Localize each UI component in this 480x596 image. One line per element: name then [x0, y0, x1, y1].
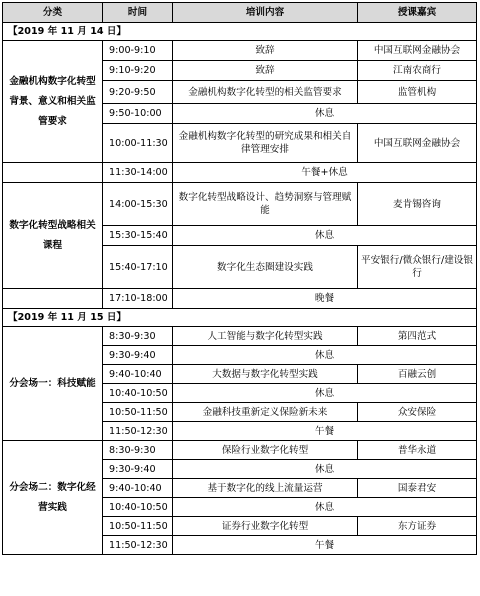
time-cell: 10:50-11:50 — [103, 517, 173, 536]
time-cell: 10:40-10:50 — [103, 498, 173, 517]
time-cell: 8:30-9:30 — [103, 327, 173, 346]
header-time: 时间 — [103, 3, 173, 23]
content-cell: 证券行业数字化转型 — [173, 517, 358, 536]
header-category: 分类 — [3, 3, 103, 23]
category-cell: 分会场一：科技赋能 — [3, 327, 103, 441]
category-cell: 金融机构数字化转型背景、意义和相关监管要求 — [3, 41, 103, 163]
guest-cell: 平安银行/微众银行/建设银行 — [358, 246, 477, 289]
table-row — [3, 327, 477, 346]
content-cell: 致辞 — [173, 61, 358, 81]
time-cell: 10:50-11:50 — [103, 403, 173, 422]
empty-cell — [3, 163, 103, 183]
date-label: 【2019 年 11 月 14 日】 — [3, 23, 477, 41]
time-cell: 9:50-10:00 — [103, 104, 173, 124]
time-cell: 9:10-9:20 — [103, 61, 173, 81]
guest-cell: 国泰君安 — [358, 479, 477, 498]
table-row — [3, 41, 477, 61]
guest-cell: 江南农商行 — [358, 61, 477, 81]
guest-cell: 监管机构 — [358, 81, 477, 104]
break-cell: 休息 — [173, 104, 477, 124]
break-cell: 午餐 — [173, 536, 477, 555]
break-cell: 休息 — [173, 498, 477, 517]
time-cell: 10:40-10:50 — [103, 384, 173, 403]
schedule-table — [2, 2, 477, 555]
date-row — [3, 23, 477, 41]
guest-cell: 麦肯锡咨询 — [358, 183, 477, 226]
content-cell: 金融机构数字化转型的相关监管要求 — [173, 81, 358, 104]
empty-cell — [3, 289, 103, 309]
category-cell: 数字化转型战略相关课程 — [3, 183, 103, 289]
break-cell: 休息 — [173, 346, 477, 365]
date-row — [3, 309, 477, 327]
time-cell: 11:30-14:00 — [103, 163, 173, 183]
break-cell: 休息 — [173, 226, 477, 246]
guest-cell: 中国互联网金融协会 — [358, 41, 477, 61]
content-cell: 保险行业数字化转型 — [173, 441, 358, 460]
table-row — [3, 441, 477, 460]
content-cell: 金融机构数字化转型的研究成果和相关自律管理安排 — [173, 124, 358, 163]
time-cell: 9:30-9:40 — [103, 460, 173, 479]
time-cell: 10:00-11:30 — [103, 124, 173, 163]
content-cell: 人工智能与数字化转型实践 — [173, 327, 358, 346]
content-cell: 数字化生态圈建设实践 — [173, 246, 358, 289]
time-cell: 9:40-10:40 — [103, 365, 173, 384]
break-cell: 休息 — [173, 460, 477, 479]
content-cell: 基于数字化的线上流量运营 — [173, 479, 358, 498]
time-cell: 9:20-9:50 — [103, 81, 173, 104]
time-cell: 9:40-10:40 — [103, 479, 173, 498]
guest-cell: 百融云创 — [358, 365, 477, 384]
table-row — [3, 183, 477, 226]
time-cell: 17:10-18:00 — [103, 289, 173, 309]
break-cell: 午餐 — [173, 422, 477, 441]
content-cell: 数字化转型战略设计、趋势洞察与管理赋能 — [173, 183, 358, 226]
time-cell: 15:40-17:10 — [103, 246, 173, 289]
time-cell: 14:00-15:30 — [103, 183, 173, 226]
content-cell: 金融科技重新定义保险新未来 — [173, 403, 358, 422]
guest-cell: 众安保险 — [358, 403, 477, 422]
time-cell: 11:50-12:30 — [103, 422, 173, 441]
time-cell: 9:30-9:40 — [103, 346, 173, 365]
break-cell: 晚餐 — [173, 289, 477, 309]
guest-cell: 中国互联网金融协会 — [358, 124, 477, 163]
header-row — [3, 3, 477, 23]
date-label: 【2019 年 11 月 15 日】 — [3, 309, 477, 327]
guest-cell: 东方证券 — [358, 517, 477, 536]
break-cell: 午餐+休息 — [173, 163, 477, 183]
time-cell: 9:00-9:10 — [103, 41, 173, 61]
time-cell: 8:30-9:30 — [103, 441, 173, 460]
content-cell: 大数据与数字化转型实践 — [173, 365, 358, 384]
category-cell: 分会场二：数字化经营实践 — [3, 441, 103, 555]
content-cell: 致辞 — [173, 41, 358, 61]
guest-cell: 普华永道 — [358, 441, 477, 460]
time-cell: 11:50-12:30 — [103, 536, 173, 555]
time-cell: 15:30-15:40 — [103, 226, 173, 246]
break-cell: 休息 — [173, 384, 477, 403]
header-content: 培训内容 — [173, 3, 358, 23]
table-row — [3, 289, 477, 309]
header-guest: 授课嘉宾 — [358, 3, 477, 23]
table-row — [3, 163, 477, 183]
guest-cell: 第四范式 — [358, 327, 477, 346]
